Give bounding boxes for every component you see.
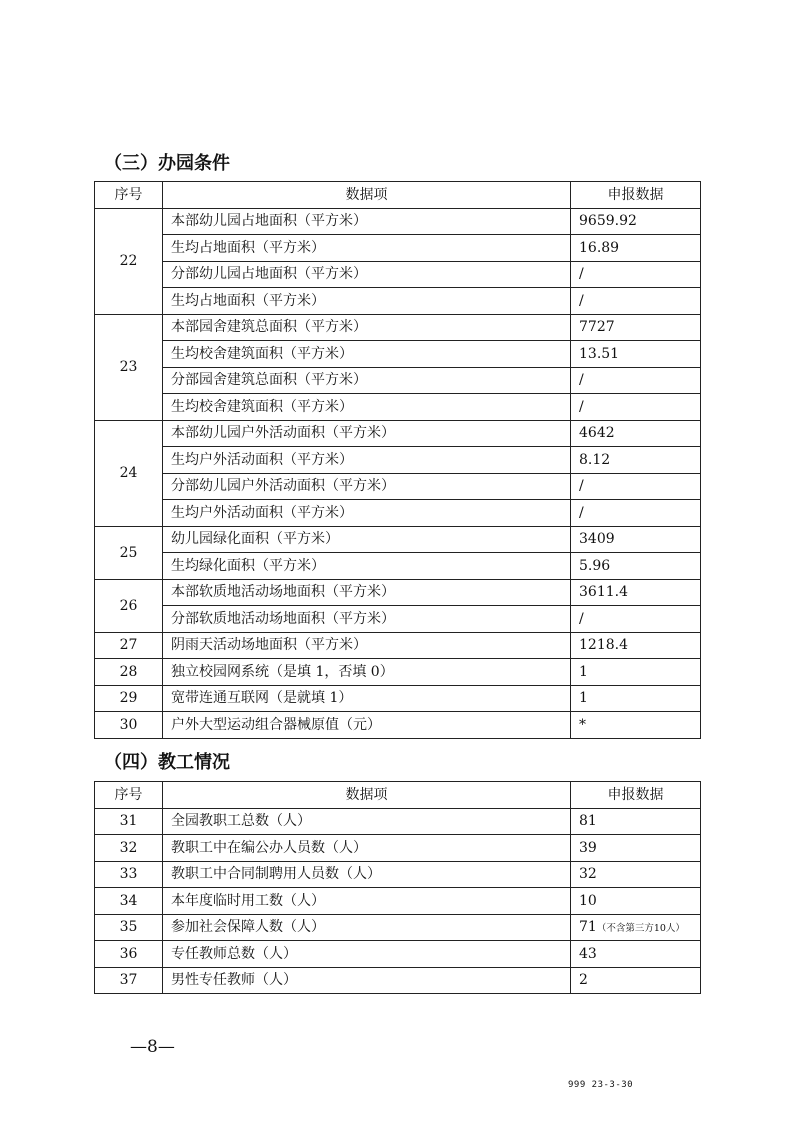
row-item: 生均校舍建筑面积（平方米） [163,394,571,421]
table-row [95,367,701,394]
table-row [95,685,701,712]
table-row [95,420,701,447]
table-row [95,208,701,235]
table-row [95,341,701,368]
row-value: 81 [579,813,597,830]
row-number: 31 [95,808,163,835]
row-value-cell [571,914,701,941]
row-value: 10 [579,892,597,909]
row-number: 33 [95,861,163,888]
table-row [95,314,701,341]
table-row [95,632,701,659]
row-value: / [571,261,701,288]
table-row [95,712,701,739]
row-value-cell [571,888,701,915]
row-number: 35 [95,914,163,941]
print-stamp: 999 23-3-30 [568,1080,634,1090]
row-item: 阴雨天活动场地面积（平方米） [163,632,571,659]
table-row [95,835,701,862]
row-value-cell [571,941,701,968]
row-value: 16.89 [571,235,701,262]
row-value-cell [571,967,701,994]
row-item: 分部软质地活动场地面积（平方米） [163,606,571,633]
table-row [95,888,701,915]
row-number: 30 [95,712,163,739]
row-value: 1218.4 [571,632,701,659]
row-number: 22 [95,208,163,314]
row-value: 5.96 [571,553,701,580]
table-row [95,261,701,288]
row-value: / [571,473,701,500]
row-item: 男性专任教师（人） [163,967,571,994]
row-value: / [571,367,701,394]
header-item: 数据项 [163,182,571,209]
table-row [95,606,701,633]
table-row [95,914,701,941]
section-3-title: （三）办园条件 [104,153,230,174]
header-value: 申报数据 [571,782,701,809]
table-header-row [95,782,701,809]
row-number: 27 [95,632,163,659]
row-item: 参加社会保障人数（人） [163,914,571,941]
row-item: 生均占地面积（平方米） [163,235,571,262]
row-value: 2 [579,972,588,989]
table-row [95,967,701,994]
row-item: 分部幼儿园户外活动面积（平方米） [163,473,571,500]
table-row [95,473,701,500]
table-row [95,659,701,686]
row-item: 教职工中合同制聘用人员数（人） [163,861,571,888]
row-value: / [571,500,701,527]
row-item: 专任教师总数（人） [163,941,571,968]
row-number: 25 [95,526,163,579]
row-value: / [571,288,701,315]
row-value: / [571,606,701,633]
row-value: 7727 [571,314,701,341]
row-item: 幼儿园绿化面积（平方米） [163,526,571,553]
row-item: 全园教职工总数（人） [163,808,571,835]
row-number: 23 [95,314,163,420]
row-value: / [571,394,701,421]
row-value: 3611.4 [571,579,701,606]
row-item: 生均户外活动面积（平方米） [163,447,571,474]
table-row [95,941,701,968]
row-item: 宽带连通互联网（是就填 1） [163,685,571,712]
row-number: 37 [95,967,163,994]
row-value: 3409 [571,526,701,553]
header-item: 数据项 [163,782,571,809]
row-item: 本部幼儿园占地面积（平方米） [163,208,571,235]
row-number: 26 [95,579,163,632]
table-row [95,288,701,315]
table-header-row [95,182,701,209]
header-no: 序号 [95,782,163,809]
row-item: 生均占地面积（平方米） [163,288,571,315]
row-value-cell [571,808,701,835]
row-number: 36 [95,941,163,968]
page-number: —8— [130,1037,175,1057]
row-value: 8.12 [571,447,701,474]
row-item: 本部园舍建筑总面积（平方米） [163,314,571,341]
row-value: 1 [571,659,701,686]
row-item: 本部幼儿园户外活动面积（平方米） [163,420,571,447]
table-row [95,553,701,580]
row-number: 29 [95,685,163,712]
school-conditions-table [94,181,701,739]
row-item: 生均校舍建筑面积（平方米） [163,341,571,368]
row-value: 71 [579,919,597,936]
row-value: 43 [579,945,597,962]
row-value-note: （不含第三方10人） [596,923,685,935]
row-item: 分部园舍建筑总面积（平方米） [163,367,571,394]
row-item: 生均绿化面积（平方米） [163,553,571,580]
table-row [95,526,701,553]
row-value-cell [571,835,701,862]
row-value-cell [571,861,701,888]
row-item: 本部软质地活动场地面积（平方米） [163,579,571,606]
row-item: 独立校园网系统（是填 1，否填 0） [163,659,571,686]
row-item: 分部幼儿园占地面积（平方米） [163,261,571,288]
row-value: 4642 [571,420,701,447]
row-value: 39 [579,839,597,856]
table-row [95,579,701,606]
row-value: 1 [571,685,701,712]
row-value: * [571,712,701,739]
row-value: 32 [579,866,597,883]
table-row [95,808,701,835]
row-number: 32 [95,835,163,862]
table-row [95,235,701,262]
row-number: 34 [95,888,163,915]
row-number: 28 [95,659,163,686]
row-item: 户外大型运动组合器械原值（元） [163,712,571,739]
table-row [95,394,701,421]
row-item: 生均户外活动面积（平方米） [163,500,571,527]
row-value: 13.51 [571,341,701,368]
row-item: 本年度临时用工数（人） [163,888,571,915]
table-row [95,447,701,474]
table-row [95,861,701,888]
staff-table [94,781,701,994]
row-item: 教职工中在编公办人员数（人） [163,835,571,862]
section-4-title: （四）教工情况 [104,752,230,773]
row-value: 9659.92 [571,208,701,235]
header-value: 申报数据 [571,182,701,209]
header-no: 序号 [95,182,163,209]
table-row [95,500,701,527]
row-number: 24 [95,420,163,526]
